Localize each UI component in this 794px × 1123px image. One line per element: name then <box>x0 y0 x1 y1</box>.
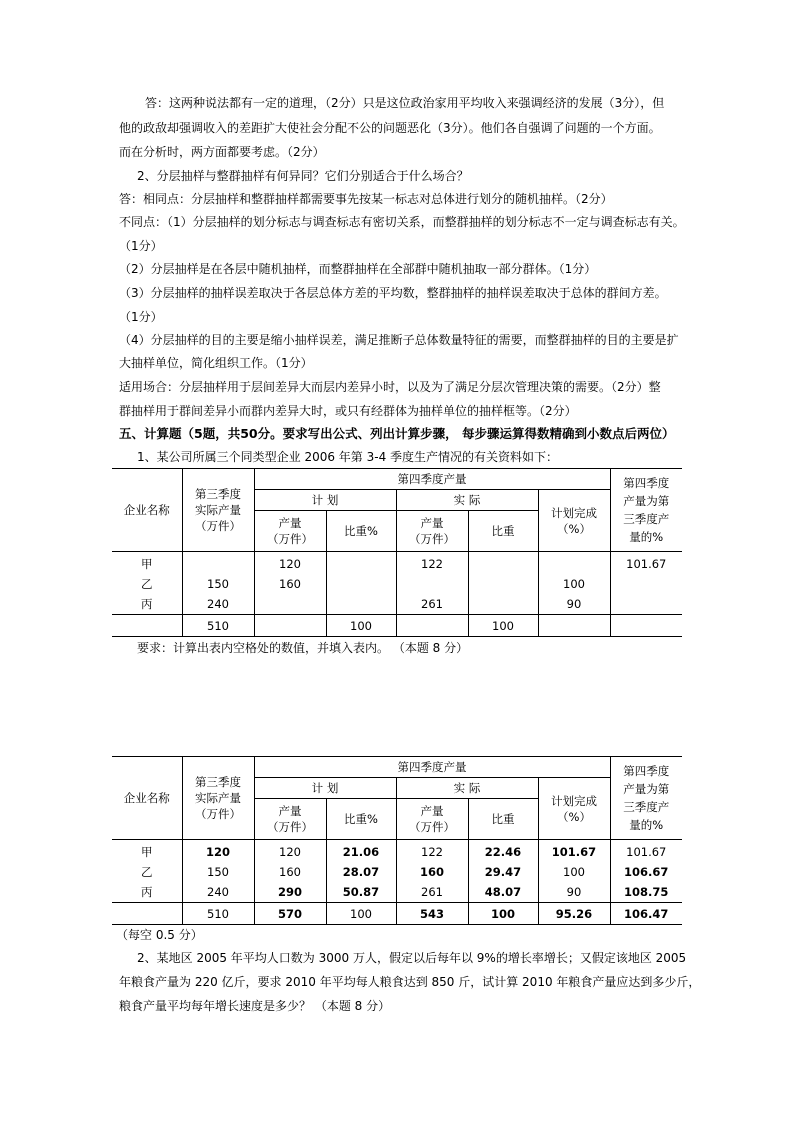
cell-act-share <box>468 574 538 594</box>
cell-q3: 510 <box>182 615 254 637</box>
text-line: 答：这两种说法都有一定的道理，（2分）只是这位政治家用平均收入来强调经济的发展（3分），但 <box>145 96 665 110</box>
table-original-body <box>112 552 682 637</box>
header-plan-output <box>254 799 326 840</box>
cell-q3: 150 <box>182 574 254 594</box>
header-actual: 实 际 <box>396 778 538 799</box>
cell-ratio <box>610 594 682 615</box>
cell-act-share: 48.07 <box>468 882 538 903</box>
table-total-row <box>112 903 682 925</box>
header-plan-output <box>254 511 326 552</box>
header-actual-share: 比重 <box>468 511 538 552</box>
text-line: 适用场合：分层抽样用于层间差异大而层内差异小时，以及为了满足分层次管理决策的需要。（2分）整 <box>119 380 661 394</box>
header-plan-output-line2: （万件） <box>267 532 313 546</box>
cell-act-out: 543 <box>396 903 468 925</box>
cell-plan-out: 160 <box>254 574 326 594</box>
text-line: （4）分层抽样的目的主要是缩小抽样误差，满足推断子总体数量特征的需要，而整群抽样的目的主要是扩 <box>119 333 679 347</box>
cell-act-out: 160 <box>396 862 468 882</box>
header-ratio-line2: 产量为第 <box>623 782 670 796</box>
header-q3-line3: （万件） <box>195 807 241 821</box>
cell-plan-out: 160 <box>254 862 326 882</box>
header-company: 企业名称 <box>112 757 182 840</box>
cell-completion <box>538 615 610 637</box>
cell-plan-out <box>254 615 326 637</box>
text-line: （3）分层抽样的抽样误差取决于各层总体方差的平均数，整群抽样的抽样误差取决于总体的群间方差。 <box>119 286 667 300</box>
cell-ratio: 101.67 <box>610 840 682 863</box>
cell-act-share <box>468 594 538 615</box>
cell-name: 乙 <box>141 865 153 879</box>
cell-plan-out: 120 <box>254 552 326 575</box>
table-row <box>112 862 682 882</box>
cell-plan-out: 120 <box>254 840 326 863</box>
table-total-row <box>112 615 682 637</box>
cell-plan-share: 100 <box>326 615 396 637</box>
header-plan: 计 划 <box>254 778 396 799</box>
header-completion-line1: 计划完成 <box>551 793 597 808</box>
text-line: 答：相同点：分层抽样和整群抽样都需要事先按某一标志对总体进行划分的随机抽样。（2分） <box>119 192 613 206</box>
text-line: 不同点：（1）分层抽样的划分标志与调查标志有密切关系，而整群抽样的划分标志不一定与调查标志有关。 <box>119 215 685 229</box>
production-table-original <box>112 468 682 637</box>
question-2-line2: 年粮食产量为 220 亿斤，要求 2010 年平均每人粮食达到 850 斤，试计算 2010 年粮食产量应达到多少斤， <box>119 975 701 989</box>
table-row <box>112 882 682 903</box>
header-actual-output-line2: （万件） <box>409 532 455 546</box>
cell-plan-share <box>326 574 396 594</box>
cell-q3: 240 <box>182 882 254 903</box>
section-title: 五、计算题（5题，共50分。要求写出公式、列出计算步骤， 每步骤运算得数精确到小数点后两位） <box>119 426 675 441</box>
cell-ratio: 106.47 <box>610 903 682 925</box>
cell-plan-share: 50.87 <box>326 882 396 903</box>
header-actual-output <box>396 799 468 840</box>
header-q3-actual <box>182 757 254 840</box>
header-actual-output <box>396 511 468 552</box>
header-ratio <box>610 469 682 552</box>
cell-act-out: 261 <box>396 882 468 903</box>
header-actual: 实 际 <box>396 490 538 511</box>
table-row <box>112 594 682 615</box>
cell-q3: 510 <box>182 903 254 925</box>
cell-act-out <box>396 615 468 637</box>
header-q4-output: 第四季度产量 <box>254 469 610 490</box>
header-q4-output: 第四季度产量 <box>254 757 610 778</box>
cell-completion: 100 <box>538 574 610 594</box>
cell-name: 乙 <box>141 577 153 591</box>
cell-ratio: 106.67 <box>610 862 682 882</box>
cell-act-share <box>468 552 538 575</box>
header-completion-line2: （%） <box>557 521 591 536</box>
header-plan-output-line1: 产量 <box>278 516 302 530</box>
header-ratio-line1: 第四季度 <box>623 764 670 778</box>
header-actual-output-line2: （万件） <box>409 820 455 834</box>
header-q3-line2: 实际产量 <box>195 791 241 805</box>
header-actual-output-line1: 产量 <box>420 804 444 818</box>
text-line: 群抽样用于群间差异小而群内差异大时，或只有经群体为抽样单位的抽样框等。（2分） <box>119 404 577 418</box>
header-q3-line1: 第三季度 <box>195 775 241 789</box>
cell-act-share: 100 <box>468 903 538 925</box>
cell-name <box>112 903 182 925</box>
text-line: 2、分层抽样与整群抽样有何异同？它们分别适合于什么场合？ <box>137 169 469 183</box>
header-ratio-line3: 三季度产 <box>623 512 670 526</box>
text-line: 大抽样单位，简化组织工作。（1分） <box>119 356 313 370</box>
cell-name: 丙 <box>141 597 153 611</box>
header-plan: 计 划 <box>254 490 396 511</box>
header-plan-output-line1: 产量 <box>278 804 302 818</box>
table-answer-body <box>112 840 682 925</box>
text-line: （2）分层抽样是在各层中随机抽样，而整群抽样在全部群中随机抽取一部分群体。（1分） <box>119 262 597 276</box>
header-plan-share: 比重% <box>326 511 396 552</box>
cell-completion <box>538 552 610 575</box>
header-plan-share: 比重% <box>326 799 396 840</box>
cell-q3: 120 <box>182 840 254 863</box>
requirement-text: 要求：计算出表内空格处的数值，并填入表内。 （本题 8 分） <box>137 641 469 655</box>
question-2-line1: 2、某地区 2005 年平均人口数为 3000 万人，假定以后每年以 9%的增长率增长；又假定该地区 2005 <box>137 951 687 965</box>
header-completion-line2: （%） <box>557 809 591 824</box>
header-completion <box>538 490 610 552</box>
header-company: 企业名称 <box>112 469 182 552</box>
cell-ratio <box>610 615 682 637</box>
header-actual-output-line1: 产量 <box>420 516 444 530</box>
header-ratio <box>610 757 682 840</box>
header-ratio-line4: 量的% <box>629 818 664 832</box>
cell-plan-out <box>254 594 326 615</box>
cell-name: 丙 <box>141 885 153 899</box>
header-ratio-line4: 量的% <box>629 530 664 544</box>
header-ratio-line2: 产量为第 <box>623 494 670 508</box>
cell-ratio <box>610 574 682 594</box>
cell-name: 甲 <box>141 845 153 859</box>
cell-plan-out: 290 <box>254 882 326 903</box>
cell-name <box>112 615 182 637</box>
cell-completion: 101.67 <box>538 840 610 863</box>
header-q3-line3: （万件） <box>195 519 241 533</box>
table-row <box>112 552 682 575</box>
cell-plan-out: 570 <box>254 903 326 925</box>
text-line: （1分） <box>119 239 163 253</box>
header-completion-line1: 计划完成 <box>551 505 597 520</box>
table-row <box>112 574 682 594</box>
cell-completion: 100 <box>538 862 610 882</box>
cell-name: 甲 <box>141 557 153 571</box>
cell-plan-share: 28.07 <box>326 862 396 882</box>
cell-ratio: 101.67 <box>610 552 682 575</box>
cell-act-out: 122 <box>396 840 468 863</box>
cell-act-share: 29.47 <box>468 862 538 882</box>
table-row <box>112 840 682 863</box>
cell-q3 <box>182 552 254 575</box>
question-1: 1、某公司所属三个同类型企业 2006 年第 3-4 季度生产情况的有关资料如下： <box>137 450 559 464</box>
header-plan-output-line2: （万件） <box>267 820 313 834</box>
cell-completion: 90 <box>538 882 610 903</box>
text-line: （1分） <box>119 310 163 324</box>
score-note: （每空 0.5 分） <box>116 928 203 942</box>
text-line: 而在分析时，两方面都要考虑。（2分） <box>119 145 325 159</box>
cell-act-out <box>396 574 468 594</box>
cell-ratio: 108.75 <box>610 882 682 903</box>
question-2-line3: 粮食产量平均每年增长速度是多少？ （本题 8 分） <box>119 999 391 1013</box>
cell-q3: 240 <box>182 594 254 615</box>
production-table-answer <box>112 756 682 925</box>
cell-plan-share <box>326 552 396 575</box>
header-actual-share: 比重 <box>468 799 538 840</box>
cell-act-share: 22.46 <box>468 840 538 863</box>
header-ratio-line3: 三季度产 <box>623 800 670 814</box>
header-q3-line1: 第三季度 <box>195 487 241 501</box>
cell-act-share: 100 <box>468 615 538 637</box>
cell-act-out: 261 <box>396 594 468 615</box>
header-q3-actual <box>182 469 254 552</box>
cell-plan-share: 100 <box>326 903 396 925</box>
header-completion <box>538 778 610 840</box>
header-ratio-line1: 第四季度 <box>623 476 670 490</box>
header-q3-line2: 实际产量 <box>195 503 241 517</box>
cell-completion: 90 <box>538 594 610 615</box>
cell-plan-share: 21.06 <box>326 840 396 863</box>
cell-plan-share <box>326 594 396 615</box>
text-line: 他的政敌却强调收入的差距扩大使社会分配不公的问题恶化（3分）。他们各自强调了问题的一个方面。 <box>119 121 661 135</box>
cell-completion: 95.26 <box>538 903 610 925</box>
cell-act-out: 122 <box>396 552 468 575</box>
cell-q3: 150 <box>182 862 254 882</box>
